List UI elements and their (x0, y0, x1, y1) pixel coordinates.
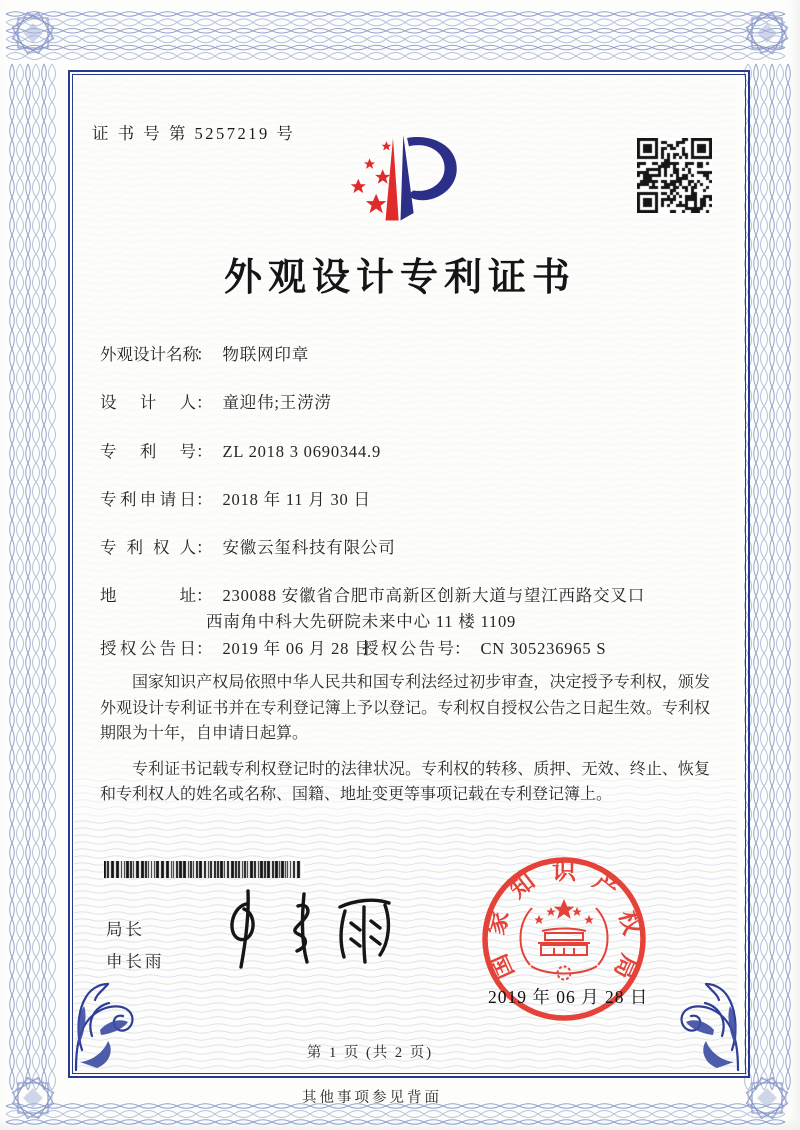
field-row-address (100, 582, 720, 634)
field-value: CN 305236965 S (480, 639, 607, 658)
cnipa-logo-icon (333, 128, 483, 236)
field-grant-no (362, 635, 606, 659)
barcode (104, 861, 304, 878)
field-value: 童迎伟;王涝涝 (222, 393, 332, 412)
back-note: 其他事项参见背面 (302, 1090, 442, 1106)
field-value: 安徽云玺科技有限公司 (222, 538, 396, 557)
field-colon: ： (196, 393, 213, 412)
seal-date: 2019 年 06 月 28 日 (488, 987, 649, 1007)
field-value: 2018 年 11 月 30 日 (222, 490, 371, 509)
field-label: 授权公告号 (362, 639, 454, 658)
field-value: 物联网印章 (222, 345, 309, 364)
field-colon: ： (196, 442, 213, 461)
certificate-title: 外观设计专利证书 (223, 257, 576, 299)
field-label: 外观设计名称 (100, 345, 199, 364)
field-colon: ： (196, 345, 213, 364)
field-row-designer (100, 389, 720, 413)
field-colon: ： (196, 538, 213, 557)
signer-title: 局长 (106, 920, 145, 939)
handwritten-signature (212, 882, 422, 982)
field-row-grant (100, 635, 720, 659)
field-value: 230088 安徽省合肥市高新区创新大道与望江西路交叉口 (222, 586, 646, 605)
field-row-patentee (100, 534, 720, 558)
field-row-patent-no (100, 438, 720, 462)
paragraph-1: 国家知识产权局依照中华人民共和国专利法经过初步审查，决定授予专利权，颁发外观设计专利证书并在专利登记簿上予以登记。专利权自授权公告之日起生效。专利权期限为十年，自申请日起算。 (100, 674, 710, 742)
qr-code (637, 138, 712, 213)
field-value: ZL 2018 3 0690344.9 (222, 442, 381, 461)
field-colon: ： (196, 586, 213, 605)
svg-text:权: 权 (613, 908, 645, 938)
field-label: 专利权人 (100, 538, 196, 557)
svg-text:家: 家 (483, 908, 515, 938)
signer-name: 申长雨 (106, 952, 165, 971)
page-info: 第 1 页 (共 2 页) (306, 1045, 434, 1061)
field-value: 2019 年 06 月 28 日 (222, 639, 372, 658)
field-label: 专利号 (100, 442, 196, 461)
field-colon: ： (454, 639, 471, 658)
certificate-number: 证 书 号 第 5257219 号 (92, 124, 296, 143)
field-row-design-name (100, 341, 720, 365)
field-colon: ： (196, 490, 213, 509)
svg-text:国: 国 (486, 950, 520, 983)
legal-text (100, 670, 710, 808)
national-emblem-icon (520, 899, 607, 980)
svg-text:局: 局 (608, 950, 642, 983)
field-label: 授权公告日 (100, 639, 196, 658)
field-row-filing-date (100, 486, 720, 510)
svg-text:产: 产 (587, 868, 623, 904)
paragraph-2: 专利证书记载专利权登记时的法律状况。专利权的转移、质押、无效、终止、恢复和专利权人的姓名或名称、国籍、地址变更等事项记载在专利登记簿上。 (100, 760, 710, 803)
field-value-line2: 西南角中科大先研院未来中心 11 楼 1109 (206, 612, 517, 631)
svg-text:识: 识 (552, 859, 576, 885)
field-label: 设计人 (100, 393, 196, 412)
svg-text:知: 知 (505, 868, 541, 904)
field-colon: ： (196, 639, 213, 658)
field-label: 专利申请日 (100, 490, 196, 509)
field-label: 地址 (100, 586, 196, 605)
